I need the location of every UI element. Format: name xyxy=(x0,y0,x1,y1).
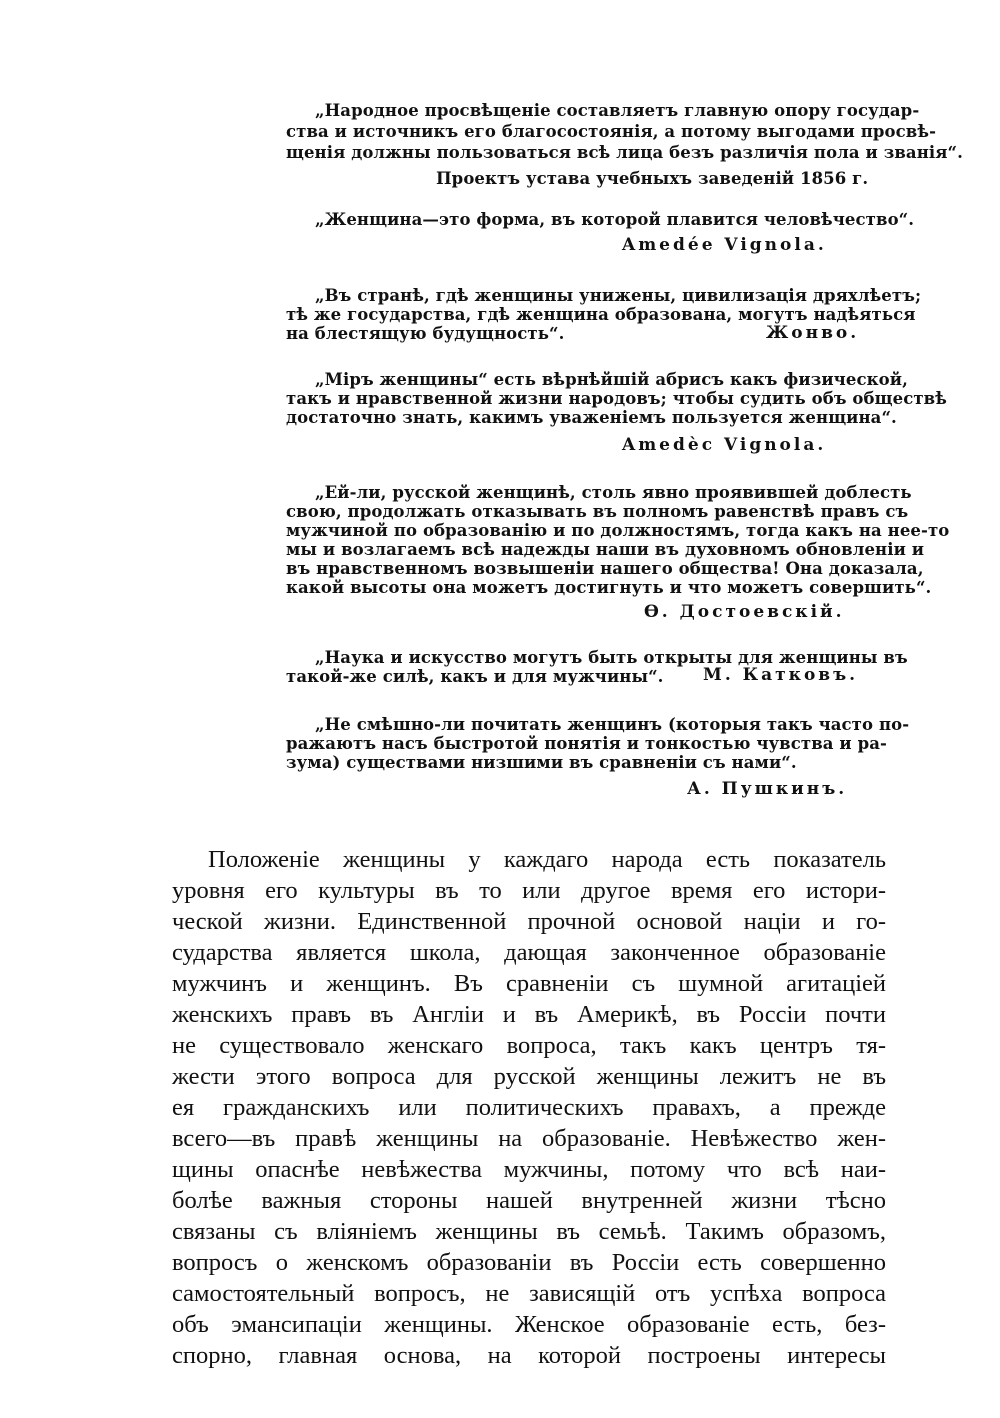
epigraph-7-line-1: „Не смѣшно-ли почитать женщинъ (которыя такъ часто по- xyxy=(315,715,910,734)
epigraph-1-line-3: щенія должны пользоваться всѣ лица безъ различія пола и званія“. xyxy=(286,143,963,162)
epigraph-5-line-2: свою, продолжать отказывать въ полномъ равенствѣ правъ съ xyxy=(286,502,909,521)
body-line-13: связаны съ вліяніемъ женщины въ семьѣ. Такимъ образомъ, xyxy=(172,1218,886,1245)
epigraph-1-signature: Проектъ устава учебныхъ заведеній 1856 г. xyxy=(436,169,869,188)
body-line-9: ея гражданскихъ или политическихъ правахъ, а прежде xyxy=(172,1094,886,1121)
body-line-6: женскихъ правъ въ Англіи и въ Америкѣ, въ Россіи почти xyxy=(172,1001,886,1028)
epigraph-3-line-2: тѣ же государства, гдѣ женщина образована, могутъ надѣяться xyxy=(286,305,916,324)
epigraph-1-line-1: „Народное просвѣщеніе составляетъ главную опору государ- xyxy=(315,101,920,120)
epigraph-6-line-1: „Наука и искусство могутъ быть открыты для женщины въ xyxy=(315,648,908,667)
body-line-5: мужчинъ и женщинъ. Въ сравненіи съ шумной агитаціей xyxy=(172,970,886,997)
epigraph-7-line-3: зума) существами низшими въ сравненіи съ нами“. xyxy=(286,753,797,772)
epigraph-4-line-2: такъ и нравственной жизни народовъ; чтобы судить объ обществѣ xyxy=(286,389,947,408)
body-line-12: болѣе важныя стороны нашей внутренней жизни тѣсно xyxy=(172,1187,886,1214)
epigraph-5-line-4: мы и возлагаемъ всѣ надежды наши въ духовномъ обновленіи и xyxy=(286,540,925,559)
body-line-3: ческой жизни. Единственной прочной основой націи и го- xyxy=(172,908,886,935)
body-line-2: уровня его культуры въ то или другое время его истори- xyxy=(172,877,886,904)
epigraph-5-line-5: въ нравственномъ возвышеніи нашего общества! Она доказала, xyxy=(286,559,924,578)
epigraph-5-line-6: какой высоты она можетъ достигнуть и что можетъ совершить“. xyxy=(286,578,932,597)
body-line-4: сударства является школа, дающая законченное образованіе xyxy=(172,939,886,966)
epigraph-3-line-3: на блестящую будущность“. xyxy=(286,324,565,343)
body-line-11: щины опаснѣе невѣжества мужчины, потому что всѣ наи- xyxy=(172,1156,886,1183)
epigraph-5-line-3: мужчиной по образованію и по должностямъ, тогда какъ на нее-то xyxy=(286,521,950,540)
body-line-1: Положеніе женщины у каждаго народа есть показатель xyxy=(208,846,886,873)
body-line-7: не существовало женскаго вопроса, такъ какъ центръ тя- xyxy=(172,1032,886,1059)
epigraph-5-line-1: „Ей-ли, русской женщинѣ, столь явно проявившей доблесть xyxy=(315,483,912,502)
body-line-17: спорно, главная основа, на которой построены интересы xyxy=(172,1342,886,1369)
epigraph-1-line-2: ства и источникъ его благосостоянія, а потому выгодами просвѣ- xyxy=(286,122,937,141)
epigraph-3-signature: Жонво. xyxy=(766,323,860,343)
epigraph-2-line-1: „Женщина—это форма, въ которой плавится человѣчество“. xyxy=(315,210,915,229)
body-line-10: всего—въ правѣ женщины на образованіе. Невѣжество жен- xyxy=(172,1125,886,1152)
epigraph-3-line-1: „Въ странѣ, гдѣ женщины унижены, цивилизація дряхлѣетъ; xyxy=(315,286,922,305)
epigraph-7-line-2: ражаютъ насъ быстротой понятія и тонкостью чувства и ра- xyxy=(286,734,887,753)
epigraph-4-line-1: „Міръ женщины“ есть вѣрнѣйшій абрисъ какъ физической, xyxy=(315,370,908,389)
epigraph-2-signature: Amedée Vignola. xyxy=(622,235,827,255)
epigraph-6-signature: М. Катковъ. xyxy=(703,665,859,685)
body-line-14: вопросъ о женскомъ образованіи въ Россіи есть совершенно xyxy=(172,1249,886,1276)
epigraph-4-line-3: достаточно знать, какимъ уваженіемъ пользуется женщина“. xyxy=(286,408,897,427)
epigraph-4-signature: Amedèc Vignola. xyxy=(622,435,827,455)
body-line-8: жести этого вопроса для русской женщины лежитъ не въ xyxy=(172,1063,886,1090)
body-line-15: самостоятельный вопросъ, не зависящій отъ успѣха вопроса xyxy=(172,1280,886,1307)
body-line-16: объ эмансипаціи женщины. Женское образованіе есть, без- xyxy=(172,1311,886,1338)
epigraph-6-line-2: такой-же силѣ, какъ и для мужчины“. xyxy=(286,667,664,686)
epigraph-5-signature: Ѳ. Достоевскій. xyxy=(644,602,845,622)
epigraph-7-signature: А. Пушкинъ. xyxy=(687,779,848,799)
